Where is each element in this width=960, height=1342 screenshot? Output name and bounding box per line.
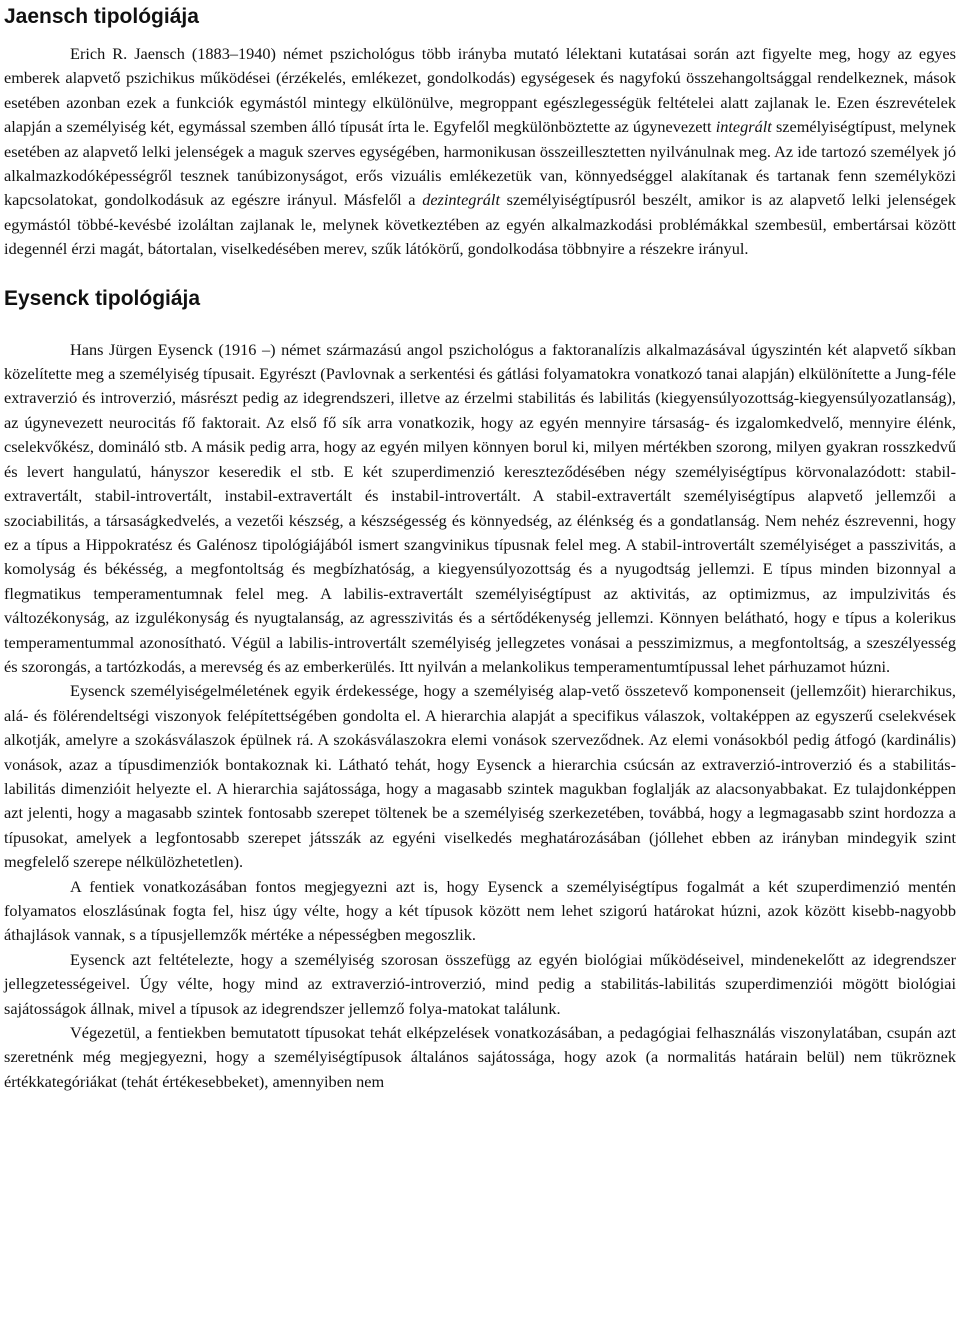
emphasis-dezintegralt: dezintegrált [422,190,500,210]
emphasis-integralt: integrált [715,117,772,137]
section-heading-jaensch: Jaensch tipológiája [4,5,199,28]
paragraph-eysenck-1: Hans Jürgen Eysenck (1916 –) német származású angol pszichológus a faktoranalízis alkalmazásával úgyszintén két alapvető síkban közelítette meg a személyiség típusait. Egyrészt (Pavlovnak a serkentési és gátlási folyamatokra vonatkozó tanai alapján) elkülönítette a Jung-féle extraverzió és introverzió, másrészt pedig az idegrendszeri, illetve az érzelmi stabilitás és labilitás (kiegyensúlyozottság-kiegyensúlyozatlanság), az úgynevezett neurocitás fő faktorait. Az első fő sík arra vonatkozik, hogy az egyén mennyire társaság- és izgalomkedvelő, mennyire élénk, cselekvőkész, domináló stb. A másik pedig arra, hogy az egyén milyen könnyen borul ki, milyen mértékben szorong, milyen gyakran rosszkedvű és levert hangulatú, hányszor keseredik el stb. E két szuperdimenzió kereszteződésében négy személyiségtípus körvonalazódott: stabil-extravertált, stabil-introvertált, instabil-extravertált és instabil-introvertált. A stabil-extravertált személyiségtípus alapvető jellemzői a szociabilitás, a társaságkedvelés, a vezetői készség, a készségesség és könnyedség, az élénkség és a gondatlanság. Nem nehéz észrevenni, hogy ez a típus a Hippokratész és Galénosz tipológiájából ismert szangvinikus típusnak felel meg. A stabil-introvertált személyiséget a passzivitás, a komolyság és békésség, a megfontoltság és megbízhatóság, a kiegyensúlyozottság és a nyugodtság jellemzi. E típus minden bizonnyal a flegmatikus temperamentumnak felel meg. A labilis-extravertált személyiségtípust az aktivitás, az optimizmus, az impulzivitás és változékonyság, az izgulékonyság és nyugtalanság, az agresszivitás és a sértődékenység jellemzi. Könnyen belátható, hogy e típus a kolerikus temperamentummal azonosítható. Végül a labilis-introvertált személyiség jellegzetes vonásai a pesszimizmus, a megfontoltság, a szeszélyesség és szorongás, a tartózkodás, a merevség és az emberkerülés. Itt nyilván a melankolikus temperamentumtípussal lehet párhuzamot húzni. [4,339,956,676]
paragraph-jaensch: Erich R. Jaensch (1883–1940) német pszichológus több irányba mutató lélektani kutatásai során azt figyelte meg, hogy az egyes emberek alapvető pszichikus működései (érzékelés, emlékezet, gondolkodás) egységesek és nagyfokú összehangoltsággal rendelkeznek, mások esetében azonban ezek a funkciók egymástól mintegy elkülönülve, megroppant egészlegességük feltételei alatt zajlanak le. Ezen észrevételek alapján a személyiség két, egymással szemben álló típusát írta le. Egyfelől megkülönböztette az úgynevezett integrált személyiségtípust, melynek esetében az alapvető lelki jelenségek a maguk szerves egységében, harmonikusan összeillesztetten nyilvánulnak meg. Az ide tartozó személyek jó alkalmazkodóképességről tesznek tanúbizonyságot, erős vizuális emlékezetük van, könnyedséggel alakítanak és tartanak fenn személyközi kapcsolatokat, gondolkodásuk az egészre irányul. Másfelől a dezintegrált személyiségtípusról beszélt, amikor is az alapvető lelki jelenségek egymástól többé-kevésbé izoláltan zajlanak le, melynek következtében az egyén alkalmazkodási problémákkal szembesül, embertársai között idegennél érzi magát, bátortalan, viselkedésében merev, szűk látókörű, gondolkodása többnyire a részekre irányul. [4,44,956,259]
paragraph-eysenck-4: Eysenck azt feltételezte, hogy a személyiség szorosan összefügg az egyén biológiai működéseivel, mindenekelőtt az idegrendszer jellegzetességeivel. Úgy vélte, hogy mind az extraverzió-introverzió, mind pedig a stabilitás-labilitás szuperdimenziói mögött biológiai sajátosságok állnak, mivel a típusok az idegrendszer jellemző folya-matokat találunk. [4,949,956,1018]
paragraph-eysenck-2: Eysenck személyiségelméletének egyik érdekessége, hogy a személyiség alap-vető összetevő komponenseit (jellemzőit) hierarchikus, alá- és fölérendeltségi viszonyok felépítettségében gondolta el. A hierarchia alapját a specifikus válaszok, voltaképpen az egyszerű cselekvések alkotják, amelyre a szokásválaszok épülnek rá. A szokásválaszokra elemi vonások szerveződnek. Az elemi vonásokból pedig átfogó (kardinális) vonások, azaz a típusdimenziók bontakoznak ki. Látható tehát, hogy Eysenck a hierarchia csúcsán az extraverzió-introverzió és a stabilitás-labilitás dimenzióit helyezte el. A hierarchia sajátossága, hogy a magasabb szintek magukban foglalják az alacsonyabbakat. Ez tulajdonképpen azt jelenti, hogy a magasabb szintek fontosabb szerepet töltenek be a személyiség szerkezetében, továbbá, hogy a legmagasabb szint hordozza a típusokat, amelyek a legfontosabb szerepet játsszák az egyéni viselkedés meghatározásában (jóllehet ebben az irányban mindegyik szint megfelelő szerepe nélkülözhetetlen). [4,681,956,872]
paragraph-eysenck-3: A fentiek vonatkozásában fontos megjegyezni azt is, hogy Eysenck a személyiségtípus fogalmát a két szuperdimenzió mentén folyamatos eloszlásúnak fogta fel, hisz úgy vélte, hogy a két típusok között nem lehet szigorú határokat húzni, azok között kisebb-nagyobb áthajlások vannak, s a típusjellemzők mértéke a népességben megoszlik. [4,876,956,945]
section-heading-eysenck: Eysenck tipológiája [4,286,201,310]
paragraph-eysenck-5: Végezetül, a fentiekben bemutatott típusokat tehát elképzelések vonatkozásában, a pedagógiai felhasználás viszonylatában, csupán azt szeretnénk még megjegyezni, hogy a személyiségtípusok általános sajátossága, hogy azok (a normalitás határain belül) nem tükröznek értékkategóriákat (tehát értékesebbeket), amennyiben nem [4,1023,956,1091]
